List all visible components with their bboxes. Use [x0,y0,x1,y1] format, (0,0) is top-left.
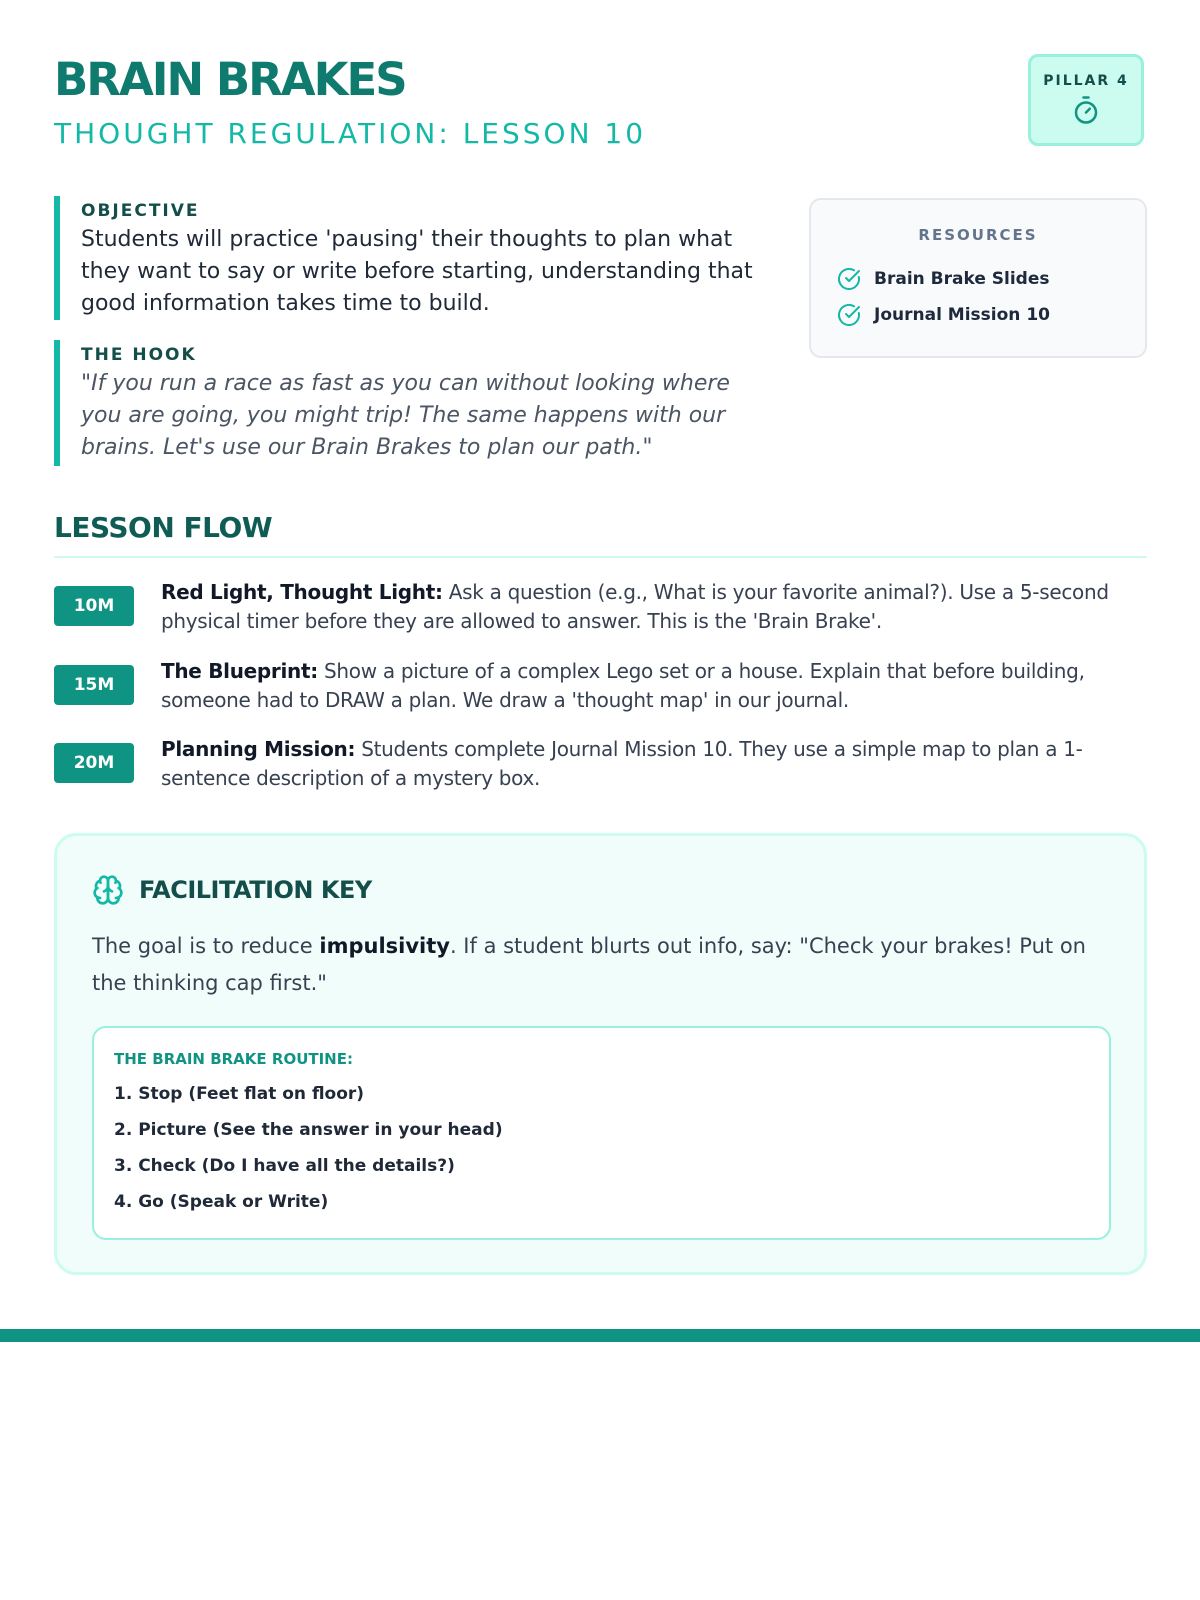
objective-text: Students will practice 'pausing' their thoughts to plan what they want to say or write before starting, understanding that good information takes time to build. [81,227,753,316]
page-subtitle: THOUGHT REGULATION: LESSON 10 [54,117,647,150]
facilitation-text-part: . If a student blurts out info, say: "Check your brakes! Put on the thinking cap first." [92,934,1086,995]
lesson-step-text [161,578,1149,635]
hook-heading: THE HOOK [81,345,197,365]
facilitation-text [92,928,1112,1002]
page-title: BRAIN BRAKES [54,53,406,106]
lesson-step-description: Ask a question (e.g., What is your favorite animal?). Use a 5-second physical timer before they are allowed to answer. This is the 'Brain Brake'. [161,580,1109,633]
lesson-step-text [161,735,1149,792]
lesson-step [54,657,1147,717]
footer-bar [0,1329,1200,1342]
lesson-step-name: The Blueprint: [161,659,318,683]
lesson-step-name: Planning Mission: [161,737,356,761]
pillar-label: PILLAR 4 [1043,73,1129,89]
routine-step: 3. Check (Do I have all the details?) [114,1156,455,1176]
resource-label: Brain Brake Slides [874,269,1050,289]
facilitation-card [54,833,1147,1275]
routine-box [92,1026,1111,1240]
lesson-step [54,735,1147,795]
lesson-step [54,578,1147,638]
lesson-step-text [161,657,1149,714]
pillar-badge [1028,54,1144,146]
resources-title: RESOURCES [918,226,1038,244]
hook-section [54,340,754,466]
routine-step: 2. Picture (See the answer in your head) [114,1120,503,1140]
resource-item [837,266,1050,292]
lesson-step-name: Red Light, Thought Light: [161,580,443,604]
duration-badge: 10M [54,586,134,626]
lesson-step-description: Show a picture of a complex Lego set or a house. Explain that before building, someone had to DRAW a plan. We draw a 'thought map' in our journal. [161,659,1085,712]
objective-section [54,196,754,320]
duration-badge: 20M [54,743,134,783]
facilitation-text-emphasis: impulsivity [319,934,450,958]
objective-heading: OBJECTIVE [81,201,200,221]
routine-step: 1. Stop (Feet flat on floor) [114,1084,365,1104]
stopwatch-icon [1071,95,1101,125]
resource-label: Journal Mission 10 [874,305,1050,325]
facilitation-title: FACILITATION KEY [139,876,372,904]
lesson-step-description: Students complete Journal Mission 10. They use a simple map to plan a 1-sentence description of a mystery box. [161,737,1083,790]
brain-icon [92,874,124,906]
resource-item [837,302,1050,328]
lesson-flow-title: LESSON FLOW [54,511,273,544]
duration-badge: 15M [54,665,134,705]
hook-text: "If you run a race as fast as you can without looking where you are going, you might trip! The same happens with our brains. Let's use our Brain Brakes to plan our path." [81,371,730,460]
routine-step: 4. Go (Speak or Write) [114,1192,329,1212]
routine-title: THE BRAIN BRAKE ROUTINE: [114,1050,353,1068]
check-circle-icon [837,303,861,327]
check-circle-icon [837,267,861,291]
divider [54,556,1147,558]
facilitation-text-part: The goal is to reduce [92,934,320,958]
